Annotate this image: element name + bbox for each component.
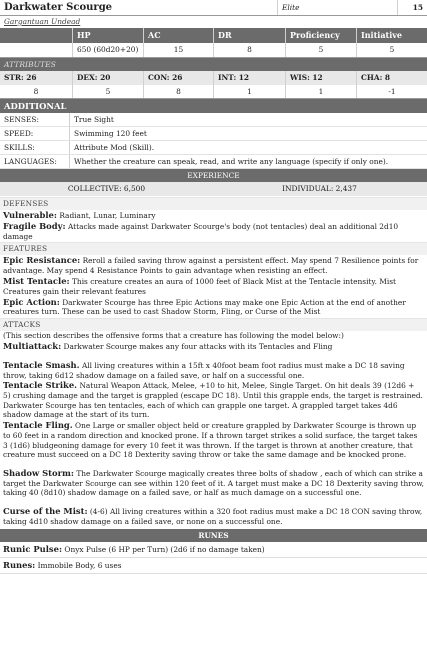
- experience-row: [0, 182, 427, 196]
- multiattack-line: [3, 341, 424, 352]
- creature-rank: Elite: [278, 0, 398, 15]
- runic-pulse-text: Onyx Pulse (6 HP per Turn) (2d6 if no damage taken): [64, 544, 265, 554]
- mod-wis: 1: [286, 85, 357, 98]
- multiattack-label: Multiattack:: [3, 340, 62, 351]
- attack-text: (4-6) All living creatures within a 320 foot radius must make a DC 18 CON saving throw, taking 4d10 shadow damage on a failed save, or none on a successful one.: [3, 506, 423, 526]
- dr-value: 8: [214, 43, 286, 57]
- attack-label: Shadow Storm:: [3, 467, 74, 478]
- runes-text: Immobile Body, 6 uses: [37, 560, 122, 570]
- skills-value: Attribute Mod (Skill).: [74, 143, 155, 152]
- languages-row: [0, 155, 427, 169]
- attr-cha: CHA: 8: [361, 73, 391, 82]
- runes-label: Runes:: [3, 559, 36, 570]
- experience-header: EXPERIENCE: [0, 169, 427, 182]
- mod-con: 8: [144, 85, 214, 98]
- feature-text: Reroll a failed saving throw against a persistent effect. May spend 7 Resilience points for advantage. May spend 4 Resistance Points to gain advantage when resisting an effect.: [3, 256, 419, 276]
- attr-int: INT: 12: [214, 71, 286, 85]
- attr-wis: WIS: 12: [286, 71, 357, 85]
- vulnerable-label: Vulnerable:: [3, 210, 57, 220]
- proficiency-header: Proficiency: [286, 28, 357, 43]
- feature-text: Darkwater Scourge has three Epic Actions may make one Epic Action at the end of another creatures turn. These can be used to cast Shadow Storm, Fling, or Curse of the Mist: [3, 297, 406, 317]
- attack-item: [3, 468, 424, 498]
- runic-pulse-label: Runic Pulse:: [3, 543, 63, 554]
- runes-header: RUNES: [0, 529, 427, 542]
- feature-item: [3, 297, 424, 318]
- feature-text: This creature creates an aura of 1000 feet of Black Mist at the Tentacle intensity. Mist Creatures gain their relevant features: [3, 277, 396, 296]
- attributes-header: ATTRIBUTES: [0, 58, 427, 71]
- attack-label: Tentacle Strike.: [3, 380, 78, 391]
- senses-row: [0, 113, 427, 127]
- attack-text: Natural Weapon Attack, Melee, +10 to hit, Melee, Single Target. On hit deals 39 (12d6 + 5) crushing damage and the target is grappled (escape DC 18). Until this grapple ends, the target is restrained. Darkwater Scourge has ten tentacles, each of which can grapple one target. A grappled target takes 4d6 shadow damage at the start of its turn.: [3, 381, 423, 420]
- feature-item: [3, 276, 424, 297]
- core-stats-values: [0, 43, 427, 58]
- feature-label: Mist Tentacle:: [3, 276, 70, 287]
- core-stats-header: [0, 28, 427, 43]
- hp-header: HP: [73, 28, 144, 43]
- initiative-value: 5: [389, 45, 395, 54]
- attacks-block: [0, 331, 427, 526]
- title-row: [0, 0, 427, 16]
- fragile-line: [3, 221, 424, 242]
- dr-header: DR: [214, 28, 286, 43]
- fragile-label: Fragile Body:: [3, 220, 66, 231]
- defenses-header: DEFENSES: [0, 197, 427, 210]
- languages-value: Whether the creature can speak, read, and write any language (specify if only one).: [74, 157, 389, 166]
- initiative-header: Initiative: [361, 30, 402, 40]
- languages-key: LANGUAGES:: [0, 155, 70, 168]
- features-block: [0, 255, 427, 317]
- ac-header: AC: [144, 28, 214, 43]
- vulnerable-line: [3, 210, 424, 221]
- individual-xp: INDIVIDUAL: 2,437: [282, 184, 357, 193]
- feature-item: [3, 255, 424, 276]
- multiattack-text: Darkwater Scourge makes any four attacks with its Tentacles and Fling: [63, 341, 333, 351]
- vulnerable-text: Radiant, Lunar, Luminary: [59, 211, 156, 220]
- hp-value: 650 (60d20+20): [73, 43, 144, 57]
- attack-text: The Darkwater Scourge magically creates three bolts of shadow , each of which can strike a target the Darkwater Scourge can see within 120 feet of it. A target must make a DC 18 Dexterity saving throw, taking 40 (8d10) shadow damage on a failed save, or half as much damage on a successful one.: [3, 468, 424, 498]
- creature-name: Darkwater Scourge: [0, 0, 278, 15]
- attack-item: [3, 380, 424, 420]
- speed-row: [0, 127, 427, 141]
- attack-text: All living creatures within a 15ft x 40foot beam foot radius must make a DC 18 saving throw, taking 6d12 shadow damage on a failed save, or half on a successful one.: [3, 360, 405, 380]
- attack-item: [3, 360, 424, 381]
- skills-key: SKILLS:: [0, 141, 70, 154]
- core-stats-blank: [0, 28, 73, 43]
- runic-pulse-row: [0, 542, 427, 558]
- attacks-header: ATTACKS: [0, 318, 427, 331]
- collective-xp: COLLECTIVE: 6,500: [67, 184, 146, 193]
- attacks-intro: (This section describes the offensive forms that a creature has following the model below:): [3, 331, 344, 341]
- additional-header: ADDITIONAL: [0, 99, 427, 113]
- features-header: FEATURES: [0, 242, 427, 255]
- senses-key: SENSES:: [0, 113, 70, 126]
- mod-str: 8: [0, 85, 73, 98]
- core-values-blank: [0, 43, 73, 57]
- attack-label: Curse of the Mist:: [3, 505, 88, 516]
- speed-value: Swimming 120 feet: [74, 129, 147, 138]
- attack-text: One Large or smaller object held or creature grappled by Darkwater Scourge is thrown up to 60 feet in a random direction and knocked prone. If a thrown target strikes a solid surface, the target takes 3 (1d6) bludgeoning damage for every 10 feet it was thrown. If the target is thrown at another creature, that creature must succeed on a DC 18 Dexterity saving throw or take the same damage and be knocked prone.: [3, 421, 418, 460]
- attack-label: Tentacle Fling.: [3, 420, 73, 430]
- runes-row: [0, 558, 427, 574]
- mod-cha: -1: [388, 87, 396, 96]
- attack-label: Tentacle Smash.: [3, 359, 80, 370]
- attribute-names: [0, 71, 427, 85]
- attr-dex: DEX: 20: [73, 71, 144, 85]
- mod-dex: 5: [73, 85, 144, 98]
- skills-row: [0, 141, 427, 155]
- attr-str: STR: 26: [0, 71, 73, 85]
- fragile-text: Attacks made against Darkwater Scourge's body (not tentacles) deal an additional 2d10 damage: [3, 221, 399, 241]
- attack-item: [3, 506, 424, 527]
- ac-value: 15: [144, 43, 214, 57]
- feature-label: Epic Action:: [3, 296, 60, 307]
- attr-con: CON: 26: [144, 71, 214, 85]
- creature-type: Gargantuan Undead: [4, 17, 81, 26]
- attribute-mods: [0, 85, 427, 99]
- defenses-block: [0, 210, 427, 241]
- mod-int: 1: [214, 85, 286, 98]
- attack-item: [3, 420, 424, 460]
- speed-key: SPEED:: [0, 127, 70, 140]
- feature-label: Epic Resistance:: [3, 255, 81, 266]
- senses-value: True Sight: [74, 115, 114, 124]
- creature-level: 15: [412, 3, 423, 12]
- proficiency-value: 5: [286, 43, 357, 57]
